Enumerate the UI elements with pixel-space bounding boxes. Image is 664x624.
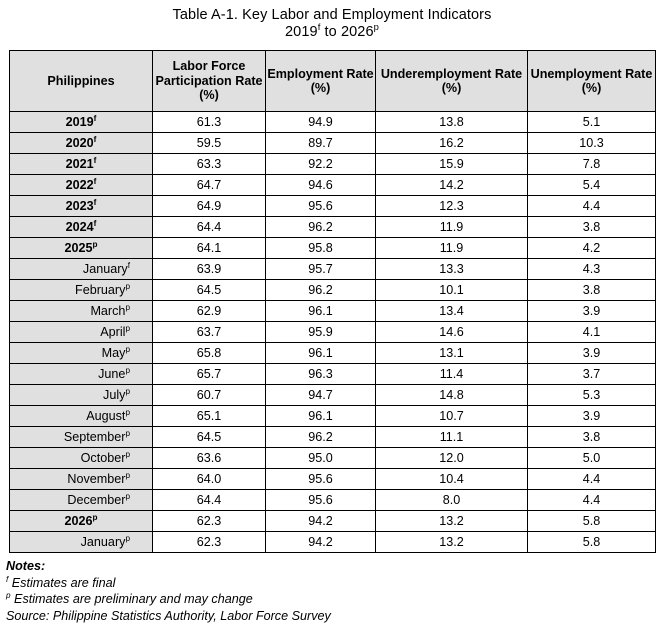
- cell-employment: 96.1: [266, 406, 376, 427]
- row-label-text: November: [67, 472, 125, 486]
- row-label-january-7: [10, 259, 153, 280]
- row-label-superscript: f: [94, 134, 97, 143]
- cell-lfpr: 65.1: [153, 406, 266, 427]
- cell-lfpr: 64.4: [153, 490, 266, 511]
- cell-underemployment: 12.0: [376, 448, 528, 469]
- cell-lfpr: 64.7: [153, 175, 266, 196]
- row-label-2021-2: [10, 154, 153, 175]
- cell-underemployment: 14.8: [376, 385, 528, 406]
- cell-employment: 94.2: [266, 511, 376, 532]
- row-label-superscript: p: [125, 386, 130, 395]
- row-label-superscript: p: [125, 344, 130, 353]
- title-range-text: to 2026: [320, 24, 373, 40]
- row-label-superscript: p: [125, 491, 130, 500]
- table-row: [10, 448, 656, 469]
- title-sup-final: f: [318, 21, 321, 32]
- cell-unemployment: 4.4: [528, 196, 656, 217]
- table-header: [10, 51, 656, 112]
- row-label-text: 2023: [66, 199, 94, 213]
- row-label-september-15: [10, 427, 153, 448]
- cell-underemployment: 10.1: [376, 280, 528, 301]
- cell-employment: 96.1: [266, 301, 376, 322]
- row-label-december-18: [10, 490, 153, 511]
- row-label-text: 2021: [66, 157, 94, 171]
- row-label-superscript: p: [125, 281, 130, 290]
- table-row: [10, 259, 656, 280]
- row-label-text: March: [90, 304, 125, 318]
- column-header-philippines: Philippines: [10, 51, 153, 112]
- cell-unemployment: 5.8: [528, 511, 656, 532]
- column-header-unemployment-rate: Unemployment Rate (%): [528, 51, 656, 112]
- cell-underemployment: 13.2: [376, 511, 528, 532]
- row-label-text: 2019: [66, 115, 94, 129]
- cell-lfpr: 64.5: [153, 427, 266, 448]
- row-label-text: January: [83, 262, 128, 276]
- row-label-superscript: f: [94, 176, 97, 185]
- table-row: [10, 406, 656, 427]
- cell-lfpr: 64.0: [153, 469, 266, 490]
- row-label-text: July: [103, 388, 125, 402]
- cell-unemployment: 3.9: [528, 343, 656, 364]
- cell-lfpr: 64.1: [153, 238, 266, 259]
- cell-employment: 94.6: [266, 175, 376, 196]
- cell-lfpr: 64.4: [153, 217, 266, 238]
- row-label-text: August: [86, 409, 125, 423]
- cell-employment: 96.1: [266, 343, 376, 364]
- cell-unemployment: 4.2: [528, 238, 656, 259]
- table-row: [10, 427, 656, 448]
- table-row: [10, 175, 656, 196]
- cell-employment: 94.2: [266, 532, 376, 553]
- row-label-2023-4: [10, 196, 153, 217]
- title-year-start: 2019: [285, 24, 318, 40]
- table-title-line-2: [0, 24, 664, 41]
- cell-lfpr: 59.5: [153, 133, 266, 154]
- row-label-superscript: p: [93, 239, 98, 248]
- cell-unemployment: 4.3: [528, 259, 656, 280]
- row-label-text: December: [67, 493, 125, 507]
- cell-unemployment: 4.1: [528, 322, 656, 343]
- cell-underemployment: 10.7: [376, 406, 528, 427]
- cell-unemployment: 10.3: [528, 133, 656, 154]
- row-label-superscript: p: [125, 365, 130, 374]
- cell-lfpr: 65.8: [153, 343, 266, 364]
- row-label-may-11: [10, 343, 153, 364]
- row-label-february-8: [10, 280, 153, 301]
- row-label-2020-1: [10, 133, 153, 154]
- table-row: [10, 217, 656, 238]
- table-row: [10, 154, 656, 175]
- cell-underemployment: 11.1: [376, 427, 528, 448]
- cell-unemployment: 4.4: [528, 469, 656, 490]
- cell-underemployment: 13.8: [376, 112, 528, 133]
- cell-underemployment: 11.4: [376, 364, 528, 385]
- cell-employment: 95.6: [266, 196, 376, 217]
- table-title-line-1: Table A-1. Key Labor and Employment Indicators: [0, 7, 664, 24]
- cell-unemployment: 3.9: [528, 406, 656, 427]
- row-label-text: 2025: [64, 241, 92, 255]
- cell-underemployment: 11.9: [376, 238, 528, 259]
- cell-employment: 95.7: [266, 259, 376, 280]
- cell-underemployment: 13.1: [376, 343, 528, 364]
- note-preliminary: [6, 591, 664, 608]
- row-label-text: May: [102, 346, 126, 360]
- table-row: [10, 280, 656, 301]
- cell-underemployment: 14.6: [376, 322, 528, 343]
- row-label-text: 2026: [64, 514, 92, 528]
- row-label-superscript: f: [94, 218, 97, 227]
- cell-underemployment: 14.2: [376, 175, 528, 196]
- row-label-text: September: [64, 430, 126, 444]
- cell-lfpr: 63.6: [153, 448, 266, 469]
- cell-unemployment: 3.8: [528, 280, 656, 301]
- cell-employment: 94.7: [266, 385, 376, 406]
- cell-unemployment: 3.7: [528, 364, 656, 385]
- cell-lfpr: 62.3: [153, 511, 266, 532]
- notes-heading: Notes:: [6, 558, 664, 575]
- row-label-superscript: f: [94, 197, 97, 206]
- row-label-superscript: p: [125, 533, 130, 542]
- row-label-superscript: f: [94, 113, 97, 122]
- row-label-superscript: p: [125, 407, 130, 416]
- row-label-superscript: f: [94, 155, 97, 164]
- cell-lfpr: 64.9: [153, 196, 266, 217]
- cell-employment: 96.2: [266, 280, 376, 301]
- row-label-july-13: [10, 385, 153, 406]
- row-label-january-20: [10, 532, 153, 553]
- row-label-text: October: [81, 451, 126, 465]
- cell-lfpr: 63.3: [153, 154, 266, 175]
- table-row: [10, 469, 656, 490]
- cell-employment: 96.3: [266, 364, 376, 385]
- table-container: [9, 50, 655, 553]
- row-label-april-10: [10, 322, 153, 343]
- row-label-text: 2024: [66, 220, 94, 234]
- cell-unemployment: 5.4: [528, 175, 656, 196]
- row-label-november-17: [10, 469, 153, 490]
- cell-employment: 95.9: [266, 322, 376, 343]
- cell-employment: 95.6: [266, 469, 376, 490]
- note-prelim-text: Estimates are preliminary and may change: [11, 592, 253, 606]
- cell-unemployment: 3.8: [528, 217, 656, 238]
- cell-underemployment: 8.0: [376, 490, 528, 511]
- cell-employment: 96.2: [266, 217, 376, 238]
- row-label-superscript: p: [125, 449, 130, 458]
- table-row: [10, 490, 656, 511]
- row-label-text: 2020: [66, 136, 94, 150]
- table-header-row: [10, 51, 656, 112]
- row-label-superscript: p: [125, 428, 130, 437]
- table-row: [10, 322, 656, 343]
- row-label-august-14: [10, 406, 153, 427]
- note-final-text: Estimates are final: [8, 576, 115, 590]
- row-label-2019-0: [10, 112, 153, 133]
- row-label-superscript: p: [125, 302, 130, 311]
- row-label-march-9: [10, 301, 153, 322]
- cell-employment: 89.7: [266, 133, 376, 154]
- row-label-text: February: [75, 283, 125, 297]
- table-row: [10, 238, 656, 259]
- cell-lfpr: 65.7: [153, 364, 266, 385]
- row-label-text: January: [81, 535, 126, 549]
- cell-employment: 96.2: [266, 427, 376, 448]
- row-label-2022-3: [10, 175, 153, 196]
- cell-underemployment: 11.9: [376, 217, 528, 238]
- note-sup-prelim: p: [6, 591, 11, 600]
- cell-lfpr: 62.3: [153, 532, 266, 553]
- cell-underemployment: 16.2: [376, 133, 528, 154]
- cell-unemployment: 7.8: [528, 154, 656, 175]
- table-title-block: [0, 0, 664, 41]
- table-notes: [6, 558, 664, 624]
- row-label-june-12: [10, 364, 153, 385]
- cell-unemployment: 3.9: [528, 301, 656, 322]
- table-row: [10, 301, 656, 322]
- cell-lfpr: 63.7: [153, 322, 266, 343]
- cell-employment: 92.2: [266, 154, 376, 175]
- column-header-employment-rate: Employment Rate (%): [266, 51, 376, 112]
- row-label-superscript: p: [125, 323, 130, 332]
- cell-unemployment: 5.1: [528, 112, 656, 133]
- row-label-text: April: [100, 325, 125, 339]
- cell-underemployment: 15.9: [376, 154, 528, 175]
- note-final: [6, 575, 664, 592]
- cell-lfpr: 60.7: [153, 385, 266, 406]
- labor-indicators-table: [9, 50, 656, 553]
- cell-unemployment: 5.0: [528, 448, 656, 469]
- title-sup-prelim: p: [374, 21, 379, 32]
- cell-employment: 95.0: [266, 448, 376, 469]
- cell-unemployment: 4.4: [528, 490, 656, 511]
- row-label-text: 2022: [66, 178, 94, 192]
- table-row: [10, 112, 656, 133]
- row-label-2025-6: [10, 238, 153, 259]
- table-row: [10, 343, 656, 364]
- table-row: [10, 385, 656, 406]
- cell-underemployment: 13.4: [376, 301, 528, 322]
- cell-underemployment: 13.3: [376, 259, 528, 280]
- row-label-superscript: f: [128, 260, 130, 269]
- table-row: [10, 133, 656, 154]
- cell-unemployment: 3.8: [528, 427, 656, 448]
- table-row: [10, 196, 656, 217]
- table-row: [10, 364, 656, 385]
- row-label-october-16: [10, 448, 153, 469]
- cell-unemployment: 5.8: [528, 532, 656, 553]
- cell-employment: 95.6: [266, 490, 376, 511]
- table-row: [10, 511, 656, 532]
- column-header-underemployment-rate: Underemployment Rate (%): [376, 51, 528, 112]
- cell-lfpr: 62.9: [153, 301, 266, 322]
- cell-unemployment: 5.3: [528, 385, 656, 406]
- column-header-lfpr: Labor Force Participation Rate (%): [153, 51, 266, 112]
- row-label-2026-19: [10, 511, 153, 532]
- cell-employment: 94.9: [266, 112, 376, 133]
- cell-lfpr: 64.5: [153, 280, 266, 301]
- note-sup-final: f: [6, 574, 8, 583]
- note-source: Source: Philippine Statistics Authority, Labor Force Survey: [6, 608, 664, 624]
- row-label-superscript: p: [93, 512, 98, 521]
- cell-underemployment: 13.2: [376, 532, 528, 553]
- row-label-text: June: [98, 367, 125, 381]
- cell-underemployment: 12.3: [376, 196, 528, 217]
- table-row: [10, 532, 656, 553]
- row-label-2024-5: [10, 217, 153, 238]
- cell-lfpr: 63.9: [153, 259, 266, 280]
- cell-lfpr: 61.3: [153, 112, 266, 133]
- row-label-superscript: p: [125, 470, 130, 479]
- cell-employment: 95.8: [266, 238, 376, 259]
- cell-underemployment: 10.4: [376, 469, 528, 490]
- table-body: [10, 112, 656, 553]
